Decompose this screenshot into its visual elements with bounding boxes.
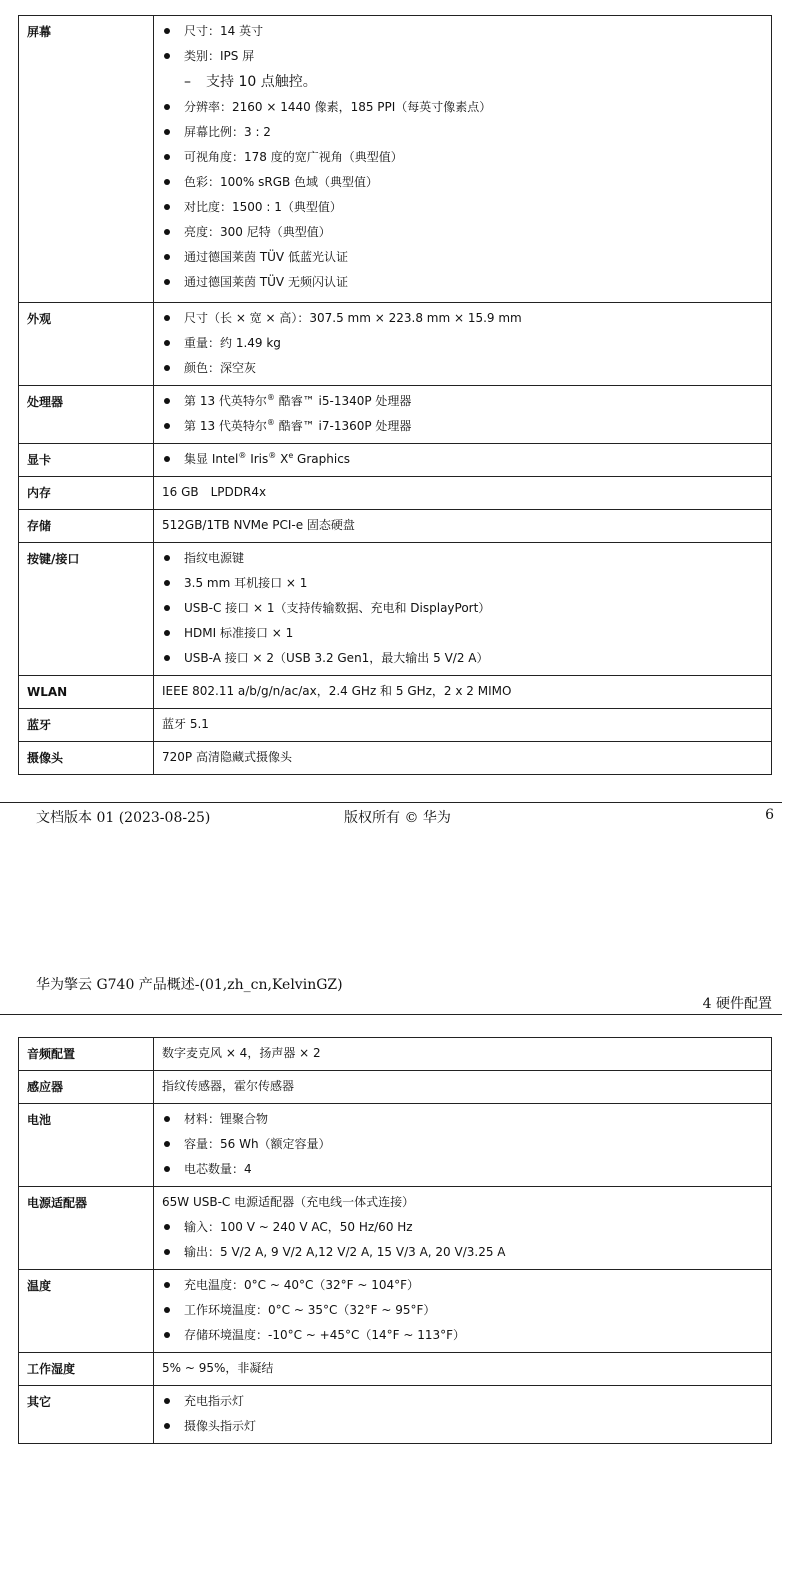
- table-row: [19, 1104, 772, 1187]
- row-value: [154, 386, 772, 444]
- list-item: 指纹电源键: [162, 546, 763, 571]
- row-value: [154, 477, 772, 510]
- row-key: 蓝牙: [19, 709, 154, 742]
- row-text: 16 GB LPDDR4x: [162, 485, 267, 499]
- bullet-list: [162, 95, 763, 295]
- list-item: 电芯数量：4: [162, 1157, 763, 1182]
- row-key: 按键/接口: [19, 543, 154, 676]
- list-item: 存储环境温度：-10°C ~ +45°C（14°F ~ 113°F）: [162, 1323, 763, 1348]
- bullet-list: [162, 447, 763, 472]
- row-key: 其它: [19, 1386, 154, 1444]
- row-key: 电池: [19, 1104, 154, 1187]
- list-item: 分辨率：2160 × 1440 像素，185 PPI（每英寸像素点）: [162, 95, 763, 120]
- row-key: 摄像头: [19, 742, 154, 775]
- gpu-text-a: 集显 Intel: [184, 452, 239, 466]
- table-row: [19, 510, 772, 543]
- table-row: [19, 1270, 772, 1353]
- sub-item-text: 支持 10 点触控。: [206, 74, 317, 90]
- row-key: 处理器: [19, 386, 154, 444]
- cpu-prefix: 第 13 代英特尔: [184, 419, 267, 433]
- list-item: 输入：100 V ~ 240 V AC，50 Hz/60 Hz: [162, 1215, 763, 1240]
- footer-copyright: 版权所有 © 华为: [344, 810, 451, 826]
- list-item: [162, 447, 763, 472]
- list-item: 工作环境温度：0°C ~ 35°C（32°F ~ 95°F）: [162, 1298, 763, 1323]
- row-value: [154, 676, 772, 709]
- row-text: 指纹传感器，霍尔传感器: [162, 1079, 295, 1093]
- row-text: IEEE 802.11 a/b/g/n/ac/ax，2.4 GHz 和 5 GHz，2 x 2 MIMO: [162, 684, 512, 698]
- table-row: [19, 742, 772, 775]
- row-key: 内存: [19, 477, 154, 510]
- list-item: 充电指示灯: [162, 1389, 763, 1414]
- list-item: 重量：约 1.49 kg: [162, 331, 763, 356]
- row-value: [154, 709, 772, 742]
- row-value: [154, 1386, 772, 1444]
- row-value: [154, 1071, 772, 1104]
- row-text: 720P 高清隐藏式摄像头: [162, 750, 292, 764]
- list-item: HDMI 标准接口 × 1: [162, 621, 763, 646]
- bullet-list: [162, 1107, 763, 1182]
- row-value: [154, 543, 772, 676]
- row-value: [154, 742, 772, 775]
- cpu-model: i5-1340P 处理器: [318, 394, 412, 408]
- cpu-brand: 酷睿™: [274, 394, 319, 408]
- list-item: 类别：IPS 屏: [162, 44, 763, 69]
- bullet-list: [162, 1273, 763, 1348]
- table-row: [19, 16, 772, 303]
- list-item: 输出：5 V/2 A, 9 V/2 A,12 V/2 A, 15 V/3 A, 20 V/3.25 A: [162, 1240, 763, 1265]
- row-value: [154, 1187, 772, 1270]
- list-item: [162, 389, 763, 414]
- list-item: 尺寸（长 × 宽 × 高）：307.5 mm × 223.8 mm × 15.9 mm: [162, 306, 763, 331]
- list-item: 可视角度：178 度的宽广视角（典型值）: [162, 145, 763, 170]
- list-item: 通过德国莱茵 TÜV 低蓝光认证: [162, 245, 763, 270]
- list-item: [162, 414, 763, 439]
- table-row: [19, 477, 772, 510]
- row-value: [154, 1104, 772, 1187]
- row-text: 数字麦克风 × 4，扬声器 × 2: [162, 1046, 321, 1060]
- row-key: WLAN: [19, 676, 154, 709]
- cpu-prefix: 第 13 代英特尔: [184, 394, 267, 408]
- list-item: USB-A 接口 × 2（USB 3.2 Gen1，最大输出 5 V/2 A）: [162, 646, 763, 671]
- row-text: 蓝牙 5.1: [162, 717, 209, 731]
- gpu-text-b: Iris: [246, 452, 269, 466]
- cpu-model: i7-1360P 处理器: [318, 419, 412, 433]
- row-key: 显卡: [19, 444, 154, 477]
- list-item: 亮度：300 尼特（典型值）: [162, 220, 763, 245]
- header-section: 4 硬件配置: [702, 996, 772, 1012]
- list-item: USB-C 接口 × 1（支持传输数据、充电和 DisplayPort）: [162, 596, 763, 621]
- row-text: 512GB/1TB NVMe PCI-e 固态硬盘: [162, 518, 355, 532]
- gpu-text-c: X: [276, 452, 289, 466]
- row-key: 存储: [19, 510, 154, 543]
- table-row: [19, 1353, 772, 1386]
- row-value: [154, 1038, 772, 1071]
- table-row: [19, 543, 772, 676]
- list-item: 颜色：深空灰: [162, 356, 763, 381]
- row-text: 65W USB-C 电源适配器（充电线一体式连接）: [162, 1195, 415, 1209]
- table-row: [19, 1386, 772, 1444]
- row-key: 外观: [19, 303, 154, 386]
- bullet-list: [162, 1389, 763, 1439]
- table-row: [19, 303, 772, 386]
- list-item: 充电温度：0°C ~ 40°C（32°F ~ 104°F）: [162, 1273, 763, 1298]
- row-key: 感应器: [19, 1071, 154, 1104]
- registered-mark: ®: [266, 418, 275, 427]
- table-row: [19, 1071, 772, 1104]
- list-item: 尺寸：14 英寸: [162, 19, 763, 44]
- list-item: 摄像头指示灯: [162, 1414, 763, 1439]
- list-item: 色彩：100% sRGB 色域（典型值）: [162, 170, 763, 195]
- row-value: [154, 1353, 772, 1386]
- list-item: 容量：56 Wh（额定容量）: [162, 1132, 763, 1157]
- bullet-list: [162, 546, 763, 671]
- table-row: [19, 386, 772, 444]
- row-key: 工作湿度: [19, 1353, 154, 1386]
- page-footer: [0, 802, 782, 833]
- list-item: 3.5 mm 耳机接口 × 1: [162, 571, 763, 596]
- footer-page-number: 6: [765, 807, 774, 823]
- row-value: [154, 510, 772, 543]
- page-header: [0, 970, 782, 1015]
- registered-mark: ®: [268, 451, 277, 460]
- list-item: 屏幕比例：3 : 2: [162, 120, 763, 145]
- table-row: [19, 676, 772, 709]
- sub-item: [162, 69, 763, 95]
- registered-mark: ®: [238, 451, 247, 460]
- row-key: 音频配置: [19, 1038, 154, 1071]
- bullet-list: [162, 19, 763, 69]
- gpu-text-e: Graphics: [293, 452, 351, 466]
- header-title: 华为擎云 G740 产品概述-(01,zh_cn,KelvinGZ): [36, 977, 343, 993]
- list-item: 通过德国莱茵 TÜV 无频闪认证: [162, 270, 763, 295]
- dash-icon: –: [184, 74, 191, 90]
- bullet-list: [162, 1215, 763, 1265]
- row-value: [154, 303, 772, 386]
- row-key: 屏幕: [19, 16, 154, 303]
- row-key: 温度: [19, 1270, 154, 1353]
- table-row: [19, 1187, 772, 1270]
- bullet-list: [162, 389, 763, 439]
- table-row: [19, 1038, 772, 1071]
- row-value: [154, 444, 772, 477]
- gpu-superscript-e: e: [288, 451, 294, 460]
- row-value: [154, 1270, 772, 1353]
- spec-table-2: [18, 1037, 772, 1444]
- row-text: 5% ~ 95%，非凝结: [162, 1361, 274, 1375]
- list-item: 对比度：1500 : 1（典型值）: [162, 195, 763, 220]
- spec-table-1: [18, 15, 772, 775]
- row-value: [154, 16, 772, 303]
- row-key: 电源适配器: [19, 1187, 154, 1270]
- table-row: [19, 709, 772, 742]
- table-row: [19, 444, 772, 477]
- cpu-brand: 酷睿™: [274, 419, 319, 433]
- bullet-list: [162, 306, 763, 381]
- list-item: 材料：锂聚合物: [162, 1107, 763, 1132]
- footer-version: 文档版本 01 (2023-08-25): [36, 810, 211, 826]
- registered-mark: ®: [266, 393, 275, 402]
